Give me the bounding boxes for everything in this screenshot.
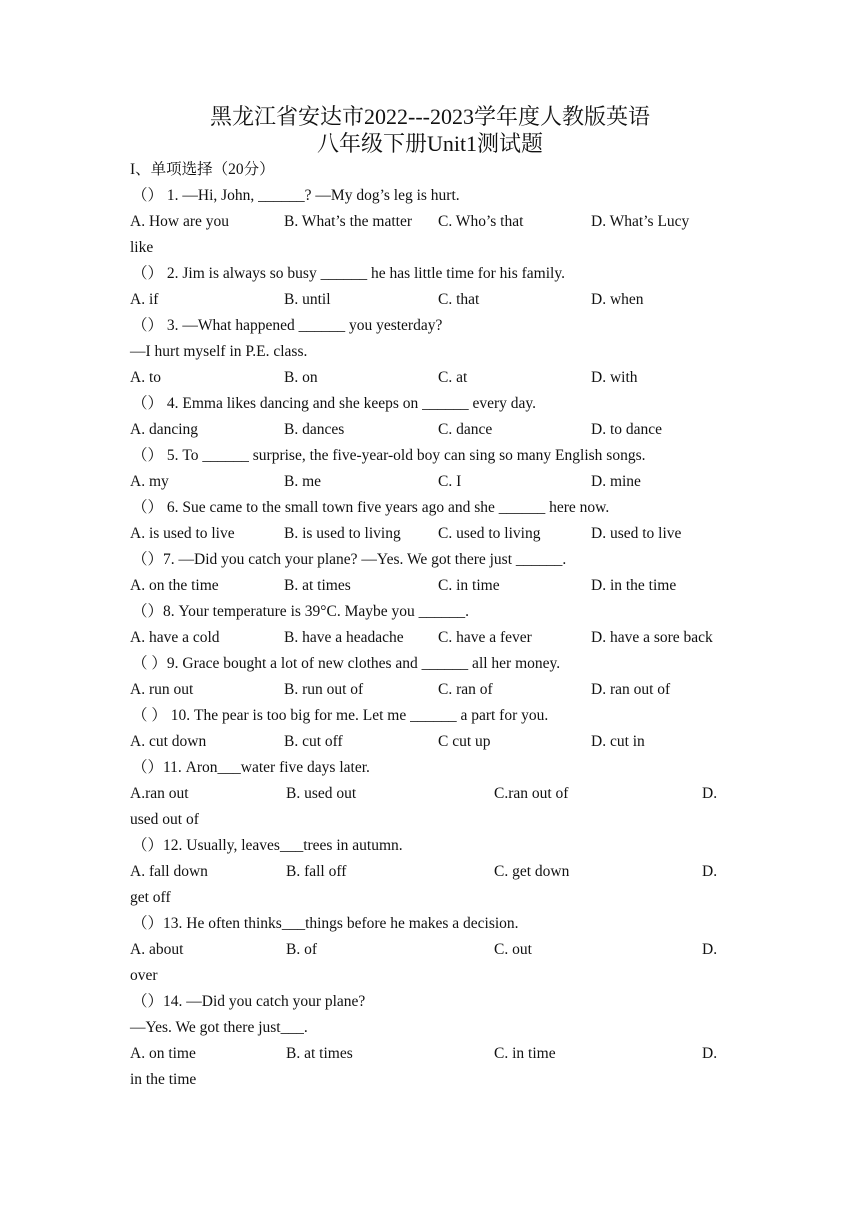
option-c: C. ran of: [438, 681, 493, 698]
option-b: B. at times: [284, 577, 351, 594]
question-14-wrap: [130, 1067, 730, 1093]
option-a: A. on the time: [130, 577, 219, 594]
question-3: [130, 313, 730, 339]
option-b: B. dances: [284, 421, 345, 438]
section-heading-text: I、单项选择（20分）: [130, 161, 275, 178]
option-c: C. in time: [438, 577, 500, 594]
question-9: [130, 651, 730, 677]
option-c: C. out: [494, 941, 532, 958]
question-11-wrap: [130, 807, 730, 833]
option-a: A. How are you: [130, 213, 230, 230]
question-stem: （）13. He often thinks___things before he makes a decision.: [132, 915, 519, 932]
option-b: B. of: [286, 941, 317, 958]
option-b: B. run out of: [284, 681, 364, 698]
option-b: B. me: [284, 473, 322, 490]
question-5: [130, 443, 730, 469]
question-13-wrap: [130, 963, 730, 989]
option-a: A. fall down: [130, 863, 208, 880]
option-d: D. mine: [591, 473, 641, 490]
question-10: [130, 703, 730, 729]
question-stem: （）8. Your temperature is 39°C. Maybe you ______.: [132, 603, 469, 620]
option-c: C. dance: [438, 421, 493, 438]
option-c: C. in time: [494, 1045, 556, 1062]
option-d: D. to dance: [591, 421, 663, 438]
option-d: D.: [702, 863, 718, 880]
question-4: [130, 391, 730, 417]
option-wrap-text: get off: [130, 889, 171, 906]
question-12-options: [130, 859, 730, 885]
option-b: B. on: [284, 369, 318, 386]
option-a: A. dancing: [130, 421, 199, 438]
question-12: [130, 833, 730, 859]
option-a: A. to: [130, 369, 161, 386]
question-6: [130, 495, 730, 521]
question-3-options: [130, 365, 730, 391]
option-b: B. at times: [286, 1045, 353, 1062]
option-a: A. my: [130, 473, 169, 490]
option-d: D.: [702, 941, 718, 958]
question-stem: （） 3. —What happened ______ you yesterday?: [132, 317, 443, 334]
option-b: B. have a headache: [284, 629, 404, 646]
option-d: D. have a sore back: [591, 629, 713, 646]
option-d: D. in the time: [591, 577, 677, 594]
option-a: A. run out: [130, 681, 194, 698]
question-7: [130, 547, 730, 573]
option-c: C. get down: [494, 863, 570, 880]
question-9-options: [130, 677, 730, 703]
option-a: A.ran out: [130, 785, 189, 802]
option-b: B. is used to living: [284, 525, 401, 542]
option-a: A. is used to live: [130, 525, 235, 542]
option-a: A. on time: [130, 1045, 196, 1062]
question-stem: （ ） 10. The pear is too big for me. Let me ______ a part for you.: [132, 707, 549, 724]
question-stem: （） 4. Emma likes dancing and she keeps on ______ every day.: [132, 395, 537, 412]
option-wrap-text: like: [130, 239, 154, 256]
option-d: D. used to live: [591, 525, 682, 542]
exam-title-line-1: 黑龙江省安达市2022---2023学年度人教版英语: [210, 104, 650, 129]
option-c: C. have a fever: [438, 629, 532, 646]
option-wrap-text: in the time: [130, 1071, 197, 1088]
question-stem: （）12. Usually, leaves___trees in autumn.: [132, 837, 403, 854]
question-stem: （） 6. Sue came to the small town five years ago and she ______ here now.: [132, 499, 610, 516]
question-13-options: [130, 937, 730, 963]
question-stem: （）11. Aron___water five days later.: [132, 759, 370, 776]
option-d: D.: [702, 1045, 718, 1062]
question-1-wrap: [130, 235, 730, 261]
question-stem: （）14. —Did you catch your plane?: [132, 993, 366, 1010]
question-11-options: [130, 781, 730, 807]
question-3-extra: [130, 339, 730, 365]
question-12-wrap: [130, 885, 730, 911]
option-wrap-text: over: [130, 967, 158, 984]
option-b: B. What’s the matter: [284, 213, 412, 230]
question-stem: （ ）9. Grace bought a lot of new clothes and ______ all her money.: [132, 655, 561, 672]
option-d: D. ran out of: [591, 681, 671, 698]
option-c: C. I: [438, 473, 462, 490]
option-c: C cut up: [438, 733, 491, 750]
option-b: B. cut off: [284, 733, 343, 750]
question-5-options: [130, 469, 730, 495]
option-c: C. Who’s that: [438, 213, 524, 230]
section-heading: [130, 157, 730, 183]
question-2: [130, 261, 730, 287]
question-stem-continued: —Yes. We got there just___.: [130, 1019, 308, 1036]
question-8: [130, 599, 730, 625]
option-b: B. fall off: [286, 863, 347, 880]
question-stem: （） 1. —Hi, John, ______? —My dog’s leg is hurt.: [132, 187, 460, 204]
question-6-options: [130, 521, 730, 547]
question-2-options: [130, 287, 730, 313]
question-stem-continued: —I hurt myself in P.E. class.: [130, 343, 308, 360]
option-a: A. cut down: [130, 733, 207, 750]
option-d: D.: [702, 785, 718, 802]
question-11: [130, 755, 730, 781]
option-d: D. when: [591, 291, 644, 308]
option-d: D. with: [591, 369, 638, 386]
option-c: C. at: [438, 369, 468, 386]
question-stem: （） 2. Jim is always so busy ______ he has little time for his family.: [132, 265, 565, 282]
question-14-extra: [130, 1015, 730, 1041]
exam-title-line-2: 八年级下册Unit1测试题: [316, 131, 544, 156]
question-10-options: [130, 729, 730, 755]
option-wrap-text: used out of: [130, 811, 199, 828]
question-1: [130, 183, 730, 209]
question-1-options: [130, 209, 730, 235]
option-b: B. until: [284, 291, 331, 308]
option-a: A. about: [130, 941, 184, 958]
option-c: C. used to living: [438, 525, 541, 542]
question-8-options: [130, 625, 730, 651]
question-4-options: [130, 417, 730, 443]
question-13: [130, 911, 730, 937]
question-stem: （）7. —Did you catch your plane? —Yes. We got there just ______.: [132, 551, 567, 568]
question-14-options: [130, 1041, 730, 1067]
option-d: D. cut in: [591, 733, 645, 750]
option-b: B. used out: [286, 785, 357, 802]
question-stem: （） 5. To ______ surprise, the five-year-old boy can sing so many English songs.: [132, 447, 646, 464]
question-7-options: [130, 573, 730, 599]
option-a: A. if: [130, 291, 159, 308]
option-a: A. have a cold: [130, 629, 220, 646]
question-14: [130, 989, 730, 1015]
option-c: C.ran out of: [494, 785, 569, 802]
option-c: C. that: [438, 291, 480, 308]
option-d: D. What’s Lucy: [591, 213, 690, 230]
